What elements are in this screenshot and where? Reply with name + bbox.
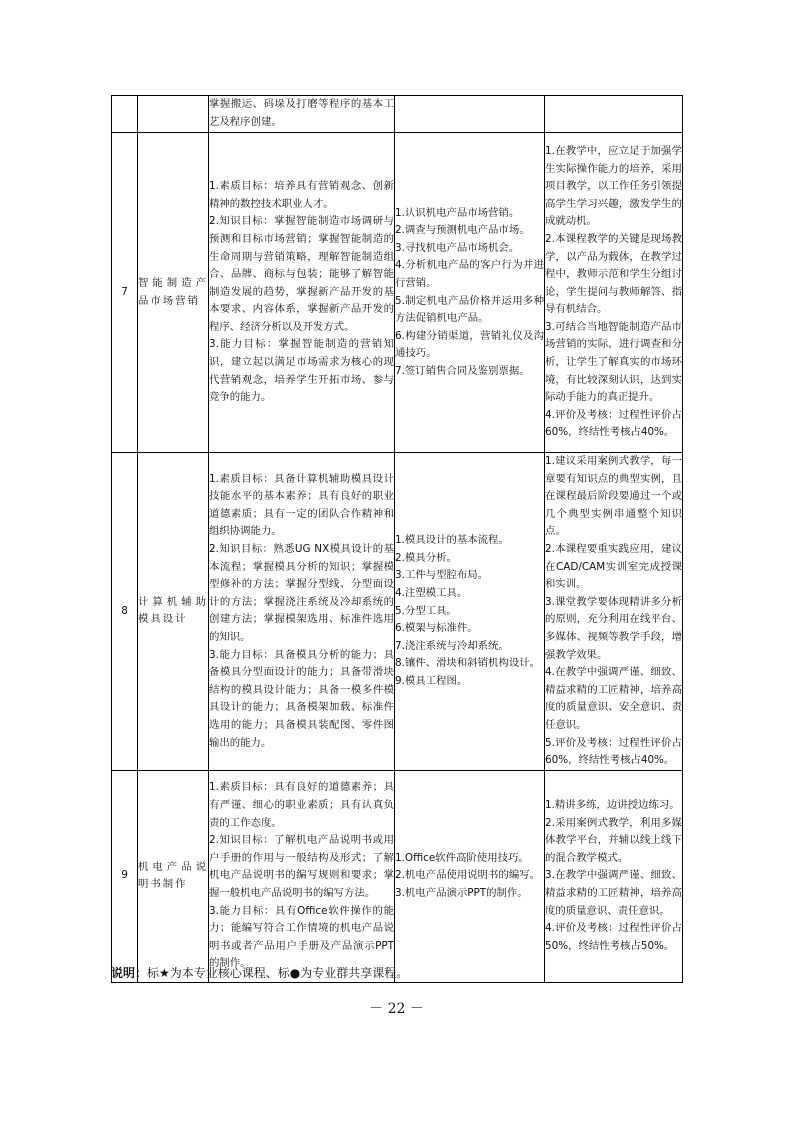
content-item: 6.模架与标准件。 (395, 622, 478, 635)
content-item: 3.工件与型腔布局。 (395, 569, 489, 582)
content-item: 5.制定机电产品价格并运用多种方法促销机电产品。 (395, 294, 544, 325)
course-table (111, 95, 683, 983)
table-row (112, 453, 683, 771)
course-name-cell (138, 96, 209, 133)
objective-item: 3.能力目标：掌握智能制造的营销知识，建立起以满足市场需求为核心的现代营销观念，培养学生开拓市场、参与竞争的能力。 (209, 338, 394, 404)
content-item: 8.镶件、滑块和斜销机构设计。 (395, 657, 540, 670)
content-item: 6.构建分销渠道，营销礼仪及沟通技巧。 (395, 329, 544, 360)
course-name-cell: 计算机辅助模具设计 (138, 453, 209, 771)
content-item: 7.浇注系统与冷却系统。 (395, 639, 509, 652)
table-row (112, 770, 683, 982)
teaching-requirements-cell (545, 453, 683, 771)
content-item: 2.调查与预测机电产品市场。 (395, 224, 530, 237)
requirement-item: 3.课堂教学要体现精讲多分析的原则，充分利用在线平台、多媒体、视频等教学手段，增强教学效果。 (545, 595, 682, 661)
objective-item: 1.素质目标：具有良好的道德素养；具有严谨、细心的职业素质；具有认真负责的工作态度。 (209, 781, 394, 829)
course-content-cell (395, 96, 545, 133)
course-objectives-cell (209, 770, 395, 982)
objective-item: 2.知识目标：熟悉UG NX模具设计的基本流程；掌握模具分析的知识；掌握模型修补的方法；掌握分型线、分型面设计的方法；掌握浇注系统及冷却系统的创建方法；掌握模架选用、标准件选用的知识。 (209, 542, 394, 643)
course-objectives-cell (209, 96, 395, 133)
content-item: 1.认识机电产品市场营销。 (395, 206, 520, 219)
requirement-item: 3.可结合当地智能制造产品市场营销的实际，进行调查和分析，让学生了解真实的市场环境，有比较深刻认识，达到实际动手能力的真正提升。 (545, 320, 682, 404)
content-item: 2.模具分析。 (395, 551, 457, 564)
course-content-cell (395, 133, 545, 453)
content-item: 4.分析机电产品的客户行为并进行营销。 (395, 259, 544, 289)
content-item: 5.分型工具。 (395, 604, 457, 617)
table-row (112, 96, 683, 133)
content-item: 1.Office软件高阶使用技巧。 (395, 851, 529, 864)
course-number-cell: 9 (112, 770, 138, 982)
page-number: － 22 － (369, 1001, 424, 1017)
course-table-body (112, 96, 683, 983)
course-number-cell: 7 (112, 133, 138, 453)
requirement-item: 3.在教学中强调严谨、细致、精益求精的工匠精神，培养高度的质量意识、责任意识。 (545, 869, 682, 917)
teaching-requirements-cell (545, 133, 683, 453)
objective-item: 1.素质目标：具备计算机辅助模具设计技能水平的基本素养；具有良好的职业道德素质；具有一定的团队合作精神和组织协调能力。 (209, 472, 394, 538)
content-item: 9.模具工程图。 (395, 674, 468, 687)
requirement-item: 1.建议采用案例式教学，每一章要有知识点的典型实例，且在课程最后阶段要通过一个或几个典型实例串通整个知识点。 (545, 455, 682, 538)
course-objectives-cell (209, 133, 395, 453)
objective-item: 2.知识目标：了解机电产品说明书或用户手册的作用与一般结构及形式；了解机电产品说明书的编写规则和要求；掌握一般机电产品说明书的编写方法。 (209, 834, 394, 899)
content-item: 7.签订销售合同及鉴别票据。 (395, 364, 530, 377)
course-number-cell (112, 96, 138, 133)
objective-item: 1.素质目标：培养具有营销观念、创新精神的数控技术职业人才。 (209, 180, 394, 210)
requirement-item: 1.在教学中，应立足于加强学生实际操作能力的培养，采用项目教学，以工作任务引领提高学生学习兴趣，激发学生的成就动机。 (545, 144, 682, 228)
requirement-item: 4.在教学中强调严谨、细致、精益求精的工匠精神，培养高度的质量意识、安全意识、责任意识。 (545, 666, 682, 731)
course-objectives-cell (209, 453, 395, 771)
table-note (111, 965, 408, 981)
course-content-cell (395, 770, 545, 982)
requirement-item: 2.采用案例式教学，利用多媒体教学平台，并辅以线上线下的混合教学模式。 (545, 816, 682, 864)
teaching-requirements-cell (545, 96, 683, 133)
content-item: 2.机电产品使用说明书的编写。 (395, 869, 540, 882)
requirement-item: 2.本课程要重实践应用，建议在CAD/CAM实训室完成授课和实训。 (545, 542, 682, 591)
content-item: 1.模具设计的基本流程。 (395, 534, 509, 547)
requirement-item: 2.本课程教学的关键是现场教学，以产品为载体，在教学过程中，教师示范和学生分组讨论，学生提问与教师解答、指导有机结合。 (545, 232, 682, 316)
objective-item: 掌握搬运、码垛及打磨等程序的基本工艺及程序创建。 (209, 98, 394, 128)
table-row (112, 133, 683, 453)
course-content-cell (395, 453, 545, 771)
objective-item: 3.能力目标：具备模具分析的能力；具备模具分型面设计的能力；具备带滑块结构的模具设计能力；具备一模多件模具设计的能力；具备模架加载、标准件选用的能力；具备模具装配图、零件图输出的能力。 (209, 648, 394, 749)
requirement-item: 1.精讲多练，边讲授边练习。 (545, 799, 680, 812)
requirement-item: 4.评价及考核：过程性评价占60%，终结性考核占40%。 (545, 408, 682, 439)
teaching-requirements-cell (545, 770, 683, 982)
content-item: 3.寻找机电产品市场机会。 (395, 241, 520, 254)
requirement-item: 5.评价及考核：过程性评价占60%，终结性考核占40%。 (545, 736, 682, 767)
note-text: 标★为本专业核心课程、标●为专业群共享课程。 (147, 966, 409, 980)
course-name-cell: 智能制造产品市场营销 (138, 133, 209, 453)
course-number-cell: 8 (112, 453, 138, 771)
requirement-item: 4.评价及考核：过程性评价占50%，终结性考核占50%。 (545, 922, 682, 952)
objective-item: 3.能力目标：具有Office软件操作的能力；能编写符合工作情境的机电产品说明书或者产品用户手册及产品演示PPT的制作。 (209, 904, 394, 970)
content-item: 3.机电产品演示PPT的制作。 (395, 886, 528, 899)
objective-item: 2.知识目标：掌握智能制造市场调研与预测和目标市场营销；掌握智能制造的生命周期与营销策略，理解智能制造组合、品牌、商标与包装；能够了解智能制造发展的趋势，掌握新产品开发的基本要求、内容体系，掌握新产品开发的程序、经济分析以及开发方式。 (209, 215, 394, 333)
content-item: 4.注塑模工具。 (395, 586, 468, 599)
note-label: 说明： (111, 966, 148, 980)
course-name-cell: 机电产品说明书制作 (138, 770, 209, 982)
